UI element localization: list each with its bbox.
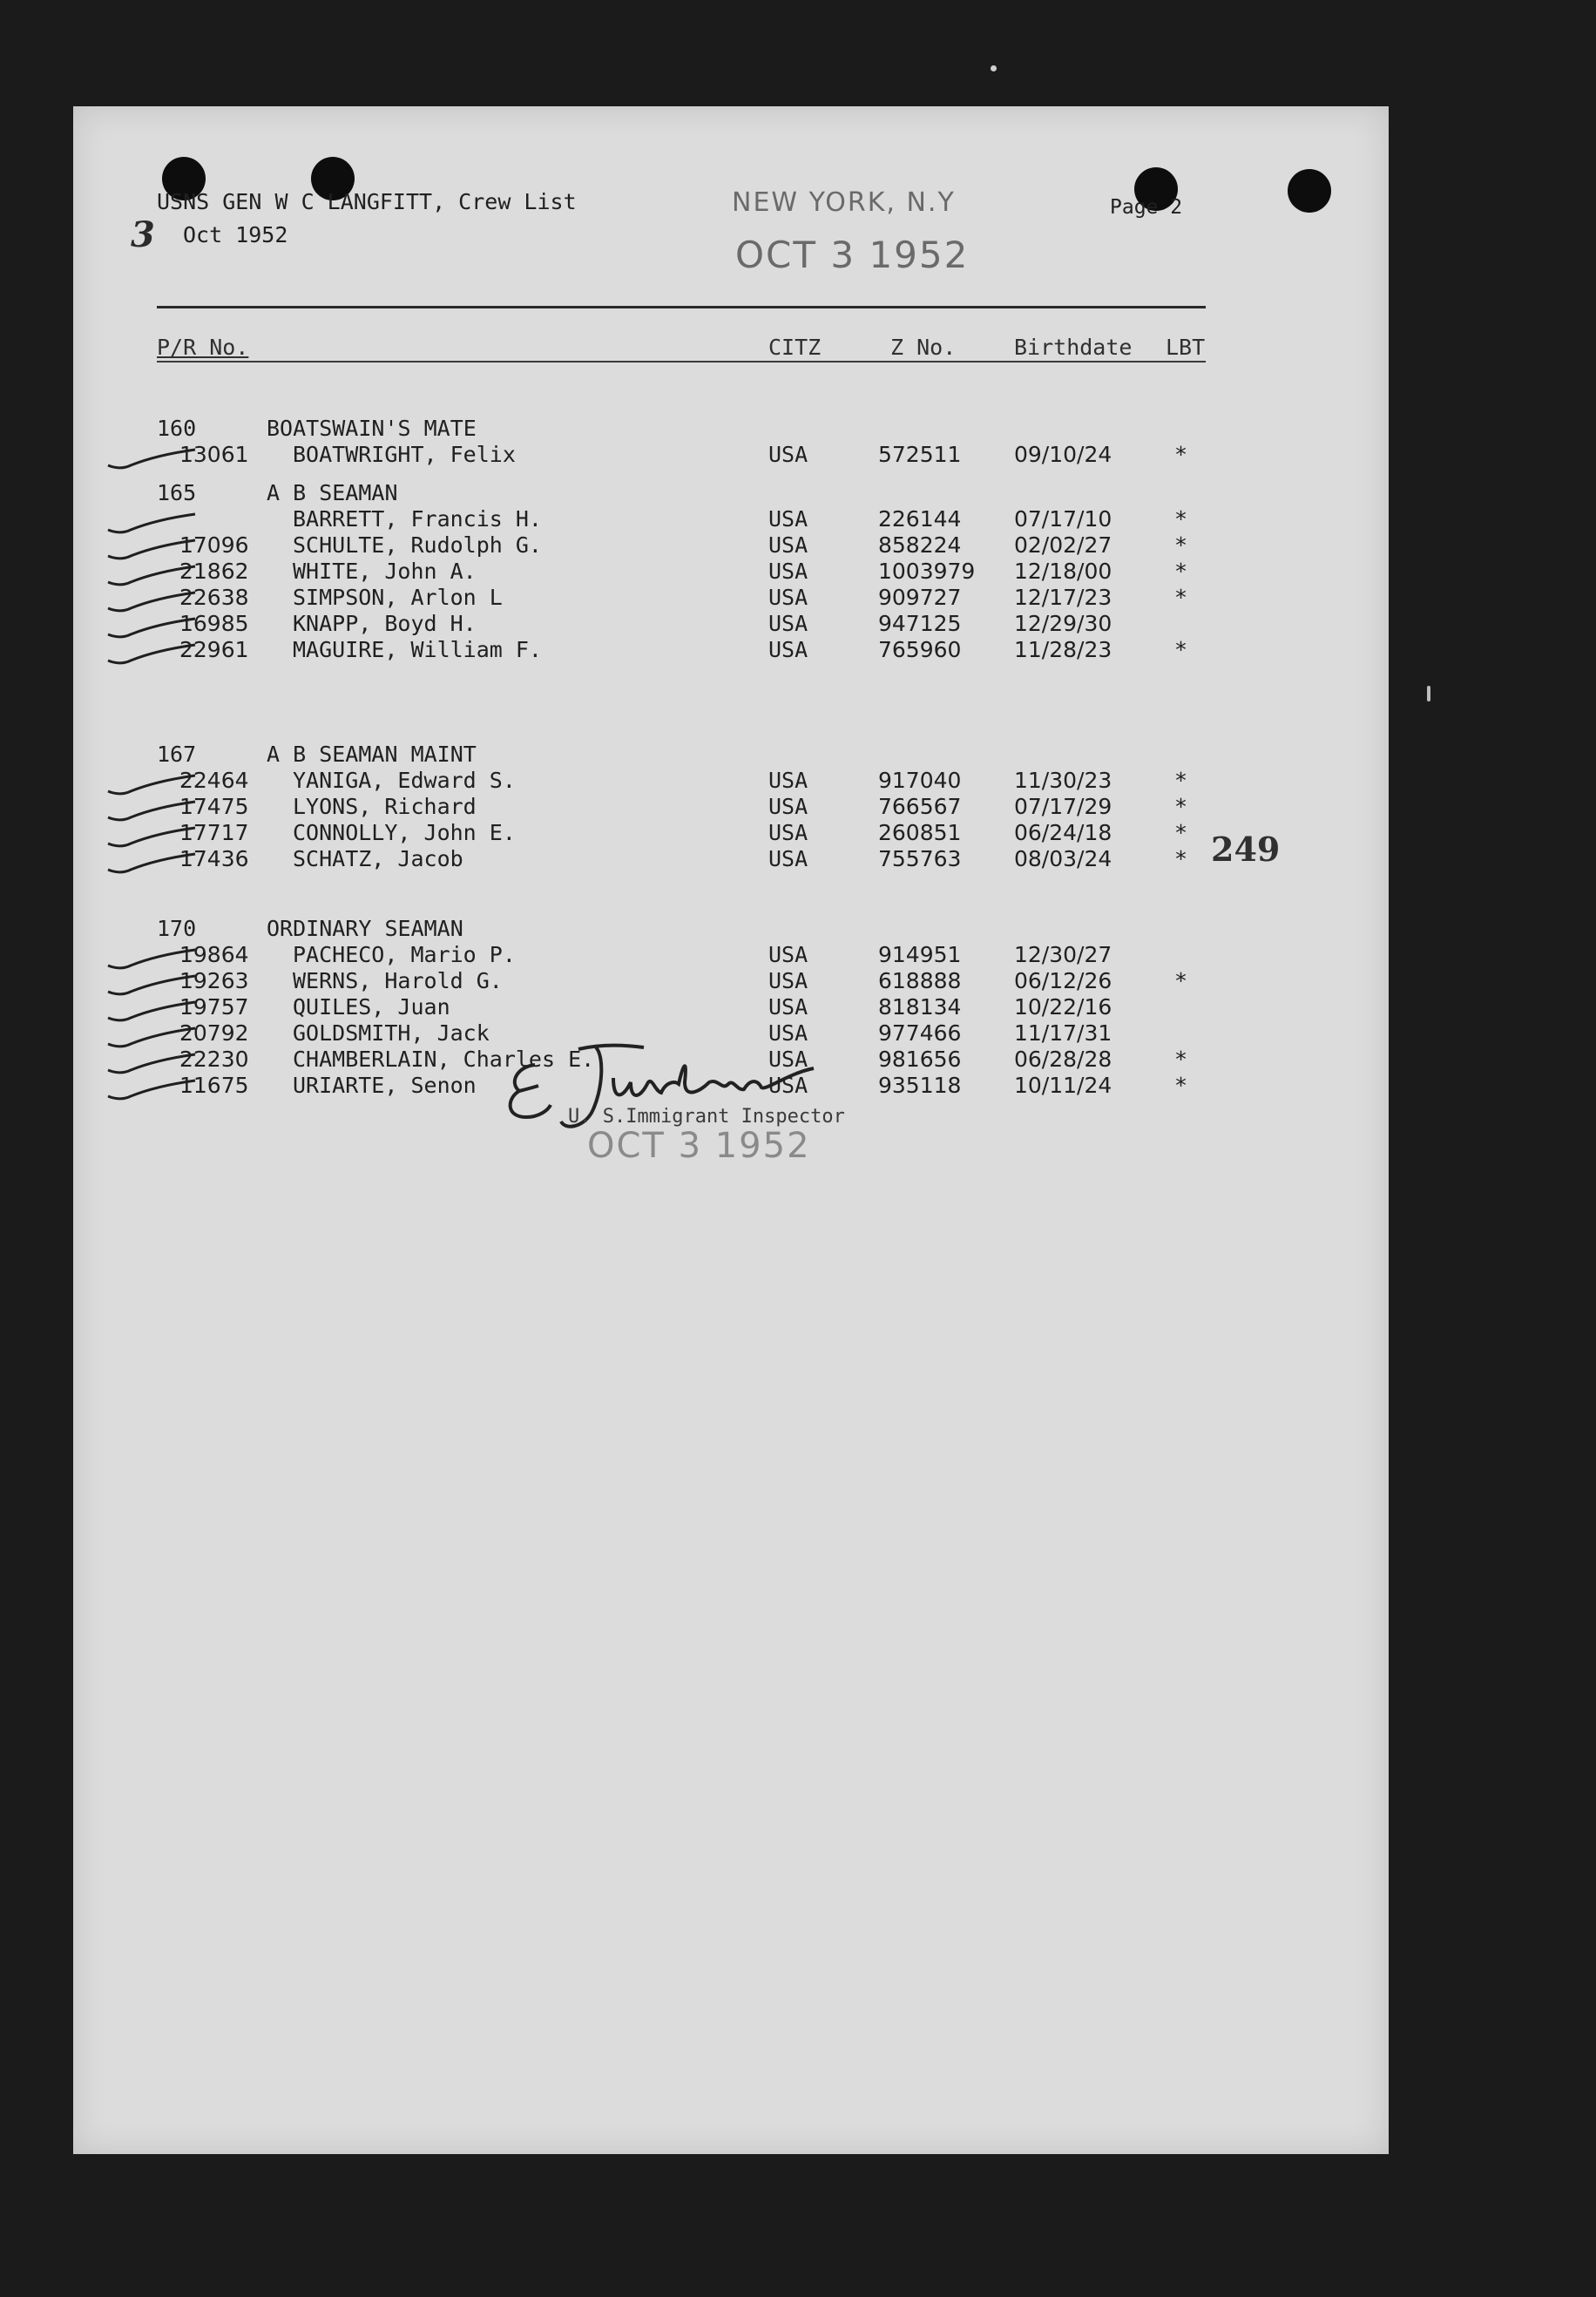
page-label: Page 2 — [1110, 196, 1183, 219]
row-name: YANIGA, Edward S. — [293, 768, 516, 793]
scan-speck — [991, 65, 997, 71]
row-name: CONNOLLY, John E. — [293, 820, 516, 845]
row-birthdate: 08/03/24 — [1014, 846, 1112, 871]
row-lbt-mark: * — [1174, 442, 1188, 467]
row-z-number: 766567 — [878, 794, 962, 819]
checkmark-icon — [105, 844, 200, 878]
row-birthdate: 11/17/31 — [1014, 1020, 1112, 1046]
row-birthdate: 11/28/23 — [1014, 637, 1112, 662]
row-citizenship: USA — [768, 1073, 808, 1098]
row-citizenship: USA — [768, 532, 808, 558]
row-z-number: 977466 — [878, 1020, 962, 1046]
row-name: GOLDSMITH, Jack — [293, 1020, 490, 1046]
row-name: BOATWRIGHT, Felix — [293, 442, 516, 467]
col-citz: CITZ — [768, 335, 822, 360]
row-pr-number: 22464 — [179, 768, 249, 793]
group-title: BOATSWAIN'S MATE — [267, 416, 477, 441]
row-z-number: 917040 — [878, 768, 962, 793]
checkmark-icon — [105, 1070, 200, 1105]
row-birthdate: 07/17/29 — [1014, 794, 1112, 819]
col-z-no: Z No. — [890, 335, 957, 360]
checkmark-icon — [105, 439, 200, 474]
row-pr-number: 22961 — [179, 637, 249, 662]
row-birthdate: 12/29/30 — [1014, 611, 1112, 636]
col-lbt: LBT — [1166, 335, 1206, 360]
row-pr-number: 19757 — [179, 994, 249, 1020]
row-name: WHITE, John A. — [293, 559, 477, 584]
row-pr-number: 21862 — [179, 559, 249, 584]
row-citizenship: USA — [768, 506, 808, 532]
row-pr-number: 22638 — [179, 585, 249, 610]
row-lbt-mark: * — [1174, 846, 1188, 871]
row-birthdate: 12/17/23 — [1014, 585, 1112, 610]
row-z-number: 981656 — [878, 1047, 962, 1072]
row-name: BARRETT, Francis H. — [293, 506, 542, 532]
row-pr-number: 20792 — [179, 1020, 249, 1046]
row-lbt-mark: * — [1174, 768, 1188, 793]
checkmark-icon — [105, 634, 200, 669]
row-citizenship: USA — [768, 559, 808, 584]
row-lbt-mark: * — [1174, 1073, 1188, 1098]
row-z-number: 572511 — [878, 442, 962, 467]
row-pr-number: 19263 — [179, 968, 249, 993]
row-citizenship: USA — [768, 942, 808, 967]
header-rule — [157, 306, 1206, 308]
row-citizenship: USA — [768, 1047, 808, 1072]
row-name: MAGUIRE, William F. — [293, 637, 542, 662]
row-birthdate: 10/22/16 — [1014, 994, 1112, 1020]
row-z-number: 618888 — [878, 968, 962, 993]
group-code: 167 — [157, 742, 197, 767]
row-lbt-mark: * — [1174, 506, 1188, 532]
inspector-title: U. S.Immigrant Inspector — [568, 1106, 845, 1128]
row-citizenship: USA — [768, 994, 808, 1020]
group-title: A B SEAMAN MAINT — [267, 742, 477, 767]
list-date: Oct 1952 — [183, 222, 288, 247]
row-name: PACHECO, Mario P. — [293, 942, 516, 967]
row-pr-number: 17717 — [179, 820, 249, 845]
row-name: SIMPSON, Arlon L — [293, 585, 503, 610]
row-pr-number: 17096 — [179, 532, 249, 558]
date-stamp: OCT 3 1952 — [735, 234, 970, 276]
group-title: ORDINARY SEAMAN — [267, 916, 463, 941]
row-z-number: 755763 — [878, 846, 962, 871]
col-pr-no: P/R No. — [157, 335, 249, 360]
row-z-number: 1003979 — [878, 559, 976, 584]
row-birthdate: 07/17/10 — [1014, 506, 1112, 532]
port-stamp: NEW YORK, N.Y — [732, 187, 956, 218]
row-lbt-mark: * — [1174, 637, 1188, 662]
row-z-number: 765960 — [878, 637, 962, 662]
row-citizenship: USA — [768, 820, 808, 845]
row-name: SCHATZ, Jacob — [293, 846, 463, 871]
row-name: LYONS, Richard — [293, 794, 477, 819]
row-birthdate: 06/24/18 — [1014, 820, 1112, 845]
row-lbt-mark: * — [1174, 820, 1188, 845]
row-citizenship: USA — [768, 794, 808, 819]
row-z-number: 909727 — [878, 585, 962, 610]
row-lbt-mark: * — [1174, 794, 1188, 819]
col-birthdate: Birthdate — [1014, 335, 1133, 360]
row-citizenship: USA — [768, 968, 808, 993]
inspector-date-stamp: OCT 3 1952 — [587, 1126, 811, 1166]
row-z-number: 947125 — [878, 611, 962, 636]
row-pr-number: 17475 — [179, 794, 249, 819]
row-citizenship: USA — [768, 846, 808, 871]
column-rule — [157, 361, 1206, 363]
row-pr-number: 13061 — [179, 442, 249, 467]
row-name: SCHULTE, Rudolph G. — [293, 532, 542, 558]
punch-hole — [1288, 169, 1331, 213]
row-z-number: 260851 — [878, 820, 962, 845]
row-name: KNAPP, Boyd H. — [293, 611, 477, 636]
row-citizenship: USA — [768, 585, 808, 610]
margin-page-number: 249 — [1211, 830, 1281, 869]
row-z-number: 935118 — [878, 1073, 962, 1098]
row-name: URIARTE, Senon — [293, 1073, 477, 1098]
row-pr-number: 17436 — [179, 846, 249, 871]
row-citizenship: USA — [768, 768, 808, 793]
row-citizenship: USA — [768, 442, 808, 467]
row-birthdate: 02/02/27 — [1014, 532, 1112, 558]
row-birthdate: 06/28/28 — [1014, 1047, 1112, 1072]
row-birthdate: 11/30/23 — [1014, 768, 1112, 793]
row-pr-number: 19864 — [179, 942, 249, 967]
row-z-number: 818134 — [878, 994, 962, 1020]
row-citizenship: USA — [768, 611, 808, 636]
row-birthdate: 09/10/24 — [1014, 442, 1112, 467]
row-citizenship: USA — [768, 1020, 808, 1046]
row-lbt-mark: * — [1174, 532, 1188, 558]
row-birthdate: 12/18/00 — [1014, 559, 1112, 584]
row-z-number: 226144 — [878, 506, 962, 532]
ship-title: USNS GEN W C LANGFITT, Crew List — [157, 189, 577, 214]
row-z-number: 858224 — [878, 532, 962, 558]
group-code: 170 — [157, 916, 197, 941]
scan-speck — [1427, 686, 1430, 701]
row-lbt-mark: * — [1174, 1047, 1188, 1072]
document-sheet — [73, 106, 1389, 2154]
row-z-number: 914951 — [878, 942, 962, 967]
row-birthdate: 10/11/24 — [1014, 1073, 1112, 1098]
row-name: WERNS, Harold G. — [293, 968, 503, 993]
row-birthdate: 06/12/26 — [1014, 968, 1112, 993]
row-pr-number: 11675 — [179, 1073, 249, 1098]
row-citizenship: USA — [768, 637, 808, 662]
row-lbt-mark: * — [1174, 585, 1188, 610]
row-lbt-mark: * — [1174, 968, 1188, 993]
row-pr-number: 16985 — [179, 611, 249, 636]
group-code: 165 — [157, 480, 197, 505]
group-code: 160 — [157, 416, 197, 441]
row-pr-number: 22230 — [179, 1047, 249, 1072]
row-lbt-mark: * — [1174, 559, 1188, 584]
row-name: QUILES, Juan — [293, 994, 450, 1020]
group-title: A B SEAMAN — [267, 480, 398, 505]
row-name: CHAMBERLAIN, Charles E. — [293, 1047, 595, 1072]
handwritten-day: 3 — [131, 214, 155, 255]
row-birthdate: 12/30/27 — [1014, 942, 1112, 967]
